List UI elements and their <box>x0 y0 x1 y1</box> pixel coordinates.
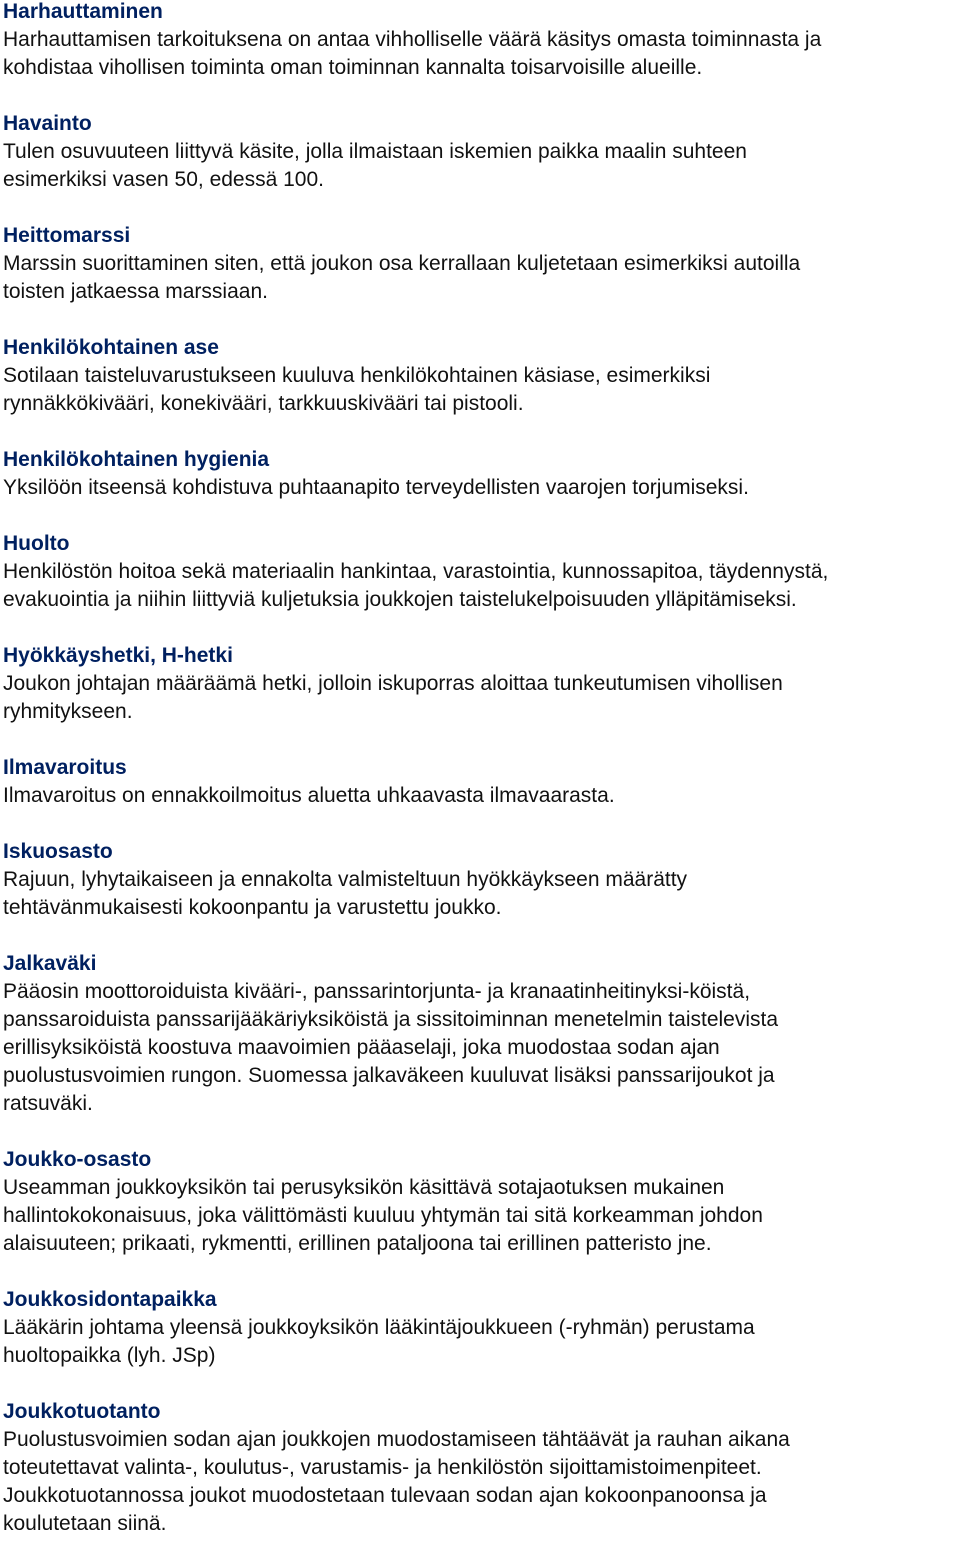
definition-line: Marssin suorittaminen siten, että joukon osa kerrallaan kuljetetaan esimerkiksi autoilla <box>3 252 801 275</box>
definition-line: Pääosin moottoroiduista kivääri-, panssarintorjunta- ja kranaatinheitinyksi-köistä, <box>3 980 751 1003</box>
definition-line: Rajuun, lyhytaikaiseen ja ennakolta valmisteltuun hyökkäykseen määrätty <box>3 868 688 891</box>
definition-line: Yksilöön itseensä kohdistuva puhtaanapito terveydellisten vaarojen torjumiseksi. <box>3 476 749 499</box>
glossary-entry <box>3 1398 955 1538</box>
glossary-definition <box>3 670 955 726</box>
glossary-term: Iskuosasto <box>3 840 113 863</box>
definition-line: ryhmitykseen. <box>3 700 133 723</box>
glossary-definition <box>3 362 955 418</box>
glossary-definition <box>3 866 955 922</box>
glossary-definition <box>3 978 955 1118</box>
definition-line: ratsuväki. <box>3 1092 93 1115</box>
glossary-term: Jalkaväki <box>3 952 97 975</box>
definition-line: Henkilöstön hoitoa sekä materiaalin hankintaa, varastointia, kunnossapitoa, täydennystä, <box>3 560 829 583</box>
glossary-entry <box>3 334 955 418</box>
glossary-term: Heittomarssi <box>3 224 131 247</box>
definition-line: Joukon johtajan määräämä hetki, jolloin iskuporras aloittaa tunkeutumisen vihollisen <box>3 672 783 695</box>
definition-line: alaisuuteen; prikaati, rykmentti, erillinen pataljoona tai erillinen patteristo jne. <box>3 1232 712 1255</box>
definition-line: panssaroiduista panssarijääkäriyksiköistä ja sissitoiminnan menetelmin taistelevista <box>3 1008 779 1031</box>
definition-line: Harhauttamisen tarkoituksena on antaa vihholliselle väärä käsitys omasta toiminnasta ja <box>3 28 822 51</box>
definition-line: rynnäkkökivääri, konekivääri, tarkkuuskivääri tai pistooli. <box>3 392 524 415</box>
definition-line: Joukkotuotannossa joukot muodostetaan tulevaan sodan ajan kokoonpanoonsa ja <box>3 1484 767 1507</box>
glossary-term: Huolto <box>3 532 70 555</box>
glossary-term: Joukkotuotanto <box>3 1400 161 1423</box>
definition-line: evakuointia ja niihin liittyviä kuljetuksia joukkojen taistelukelpoisuuden ylläpitämiseksi. <box>3 588 797 611</box>
glossary-entry <box>3 446 955 502</box>
glossary-definition <box>3 26 955 82</box>
glossary-entry <box>3 222 955 306</box>
definition-line: Tulen osuvuuteen liittyvä käsite, jolla ilmaistaan iskemien paikka maalin suhteen <box>3 140 747 163</box>
definition-line: hallintokokonaisuus, joka välittömästi kuuluu yhtymän tai sitä korkeamman johdon <box>3 1204 763 1227</box>
glossary-entry <box>3 110 955 194</box>
glossary-definition <box>3 782 955 810</box>
definition-line: toisten jatkaessa marssiaan. <box>3 280 268 303</box>
glossary-definition <box>3 138 955 194</box>
definition-line: erillisyksiköistä koostuva maavoimien pääaselaji, joka muodostaa sodan ajan <box>3 1036 720 1059</box>
definition-line: kohdistaa vihollisen toiminta oman toiminnan kannalta toisarvoisille alueille. <box>3 56 703 79</box>
definition-line: koulutetaan siinä. <box>3 1512 167 1535</box>
definition-line: Puolustusvoimien sodan ajan joukkojen muodostamiseen tähtäävät ja rauhan aikana <box>3 1428 790 1451</box>
definition-line: Useamman joukkoyksikön tai perusyksikön käsittävä sotajaotuksen mukainen <box>3 1176 725 1199</box>
glossary-definition <box>3 250 955 306</box>
glossary-page <box>3 0 955 1566</box>
glossary-term: Hyökkäyshetki, H-hetki <box>3 644 233 667</box>
glossary-entry <box>3 642 955 726</box>
definition-line: puolustusvoimien rungon. Suomessa jalkaväkeen kuuluvat lisäksi panssarijoukot ja <box>3 1064 775 1087</box>
definition-line: tehtävänmukaisesti kokoonpantu ja varustettu joukko. <box>3 896 502 919</box>
glossary-definition <box>3 474 955 502</box>
definition-line: Sotilaan taisteluvarustukseen kuuluva henkilökohtainen käsiase, esimerkiksi <box>3 364 711 387</box>
glossary-term: Joukkosidontapaikka <box>3 1288 217 1311</box>
glossary-entry <box>3 838 955 922</box>
glossary-term: Ilmavaroitus <box>3 756 127 779</box>
glossary-entry <box>3 1286 955 1370</box>
definition-line: Lääkärin johtama yleensä joukkoyksikön lääkintäjoukkueen (-ryhmän) perustama <box>3 1316 755 1339</box>
glossary-term: Henkilökohtainen hygienia <box>3 448 270 471</box>
glossary-definition <box>3 1426 955 1538</box>
glossary-entry <box>3 754 955 810</box>
glossary-term: Harhauttaminen <box>3 0 163 23</box>
glossary-entry <box>3 0 955 82</box>
glossary-term: Joukko-osasto <box>3 1148 152 1171</box>
definition-line: toteutettavat valinta-, koulutus-, varustamis- ja henkilöstön sijoittamistoimenpiteet. <box>3 1456 762 1479</box>
definition-line: huoltopaikka (lyh. JSp) <box>3 1344 216 1367</box>
definition-line: Ilmavaroitus on ennakkoilmoitus aluetta uhkaavasta ilmavaarasta. <box>3 784 615 807</box>
glossary-entry <box>3 530 955 614</box>
glossary-entry <box>3 1146 955 1258</box>
glossary-definition <box>3 1314 955 1370</box>
glossary-term: Havainto <box>3 112 92 135</box>
glossary-term: Henkilökohtainen ase <box>3 336 219 359</box>
glossary-definition <box>3 1174 955 1258</box>
definition-line: esimerkiksi vasen 50, edessä 100. <box>3 168 324 191</box>
glossary-definition <box>3 558 955 614</box>
glossary-entry <box>3 950 955 1118</box>
